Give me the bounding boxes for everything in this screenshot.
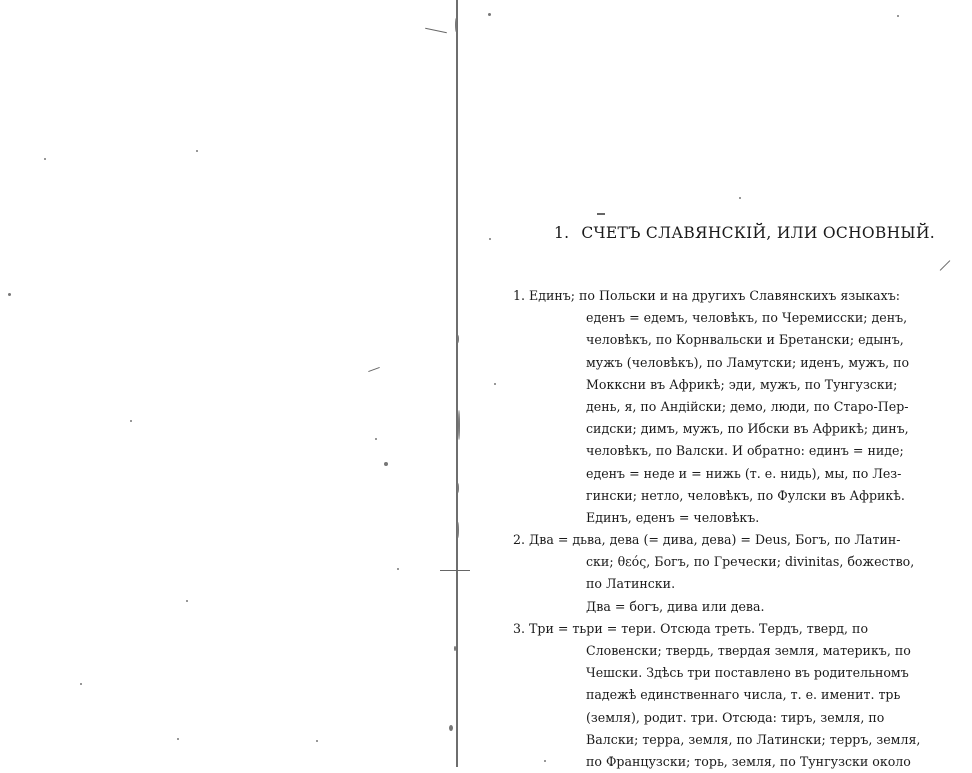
text-line: падежѣ единственнаго числа, т. е. именит. трь <box>586 687 901 703</box>
text-line: еденъ = едемъ, человѣкъ, по Черемисски; денъ, <box>586 310 908 326</box>
section-number: 1. <box>554 224 570 242</box>
text-line: человѣкъ, по Корнвальски и Бретански; едынъ, <box>586 332 904 348</box>
scan-speck <box>80 683 82 685</box>
scan-speck <box>457 483 459 493</box>
section-title: СЧЕТЪ СЛАВЯНСКІЙ, ИЛИ ОСНОВНЫЙ. <box>581 224 936 242</box>
section-heading <box>554 224 954 242</box>
text-line: еденъ = неде и = нижь (т. е. нидь), мы, по Лез- <box>586 465 902 481</box>
text-line: ски; θεός, Богъ, по Гречески; divinitas, божество, <box>586 554 915 570</box>
text-line: 3. Три = тьри = тери. Отсюда треть. Тердъ, тверд, по <box>513 620 869 636</box>
scan-speck <box>739 197 741 199</box>
scan-speck <box>897 15 899 17</box>
text-line: человѣкъ, по Валски. И обратно: единъ = ниде; <box>586 443 904 459</box>
scan-speck <box>455 18 457 32</box>
text-line: Два = богъ, дива или дева. <box>586 598 765 614</box>
scan-speck <box>186 600 188 602</box>
scan-speck <box>488 13 491 16</box>
text-line: Единъ, еденъ = человѣкъ. <box>586 509 760 525</box>
entry-one <box>513 285 949 529</box>
text-line: по Латински. <box>586 576 676 592</box>
text-line: Валски; терра, земля, по Латински; терръ, земля, <box>586 731 921 747</box>
text-line: гински; нетло, человѣкъ, по Фулски въ Африкѣ. <box>586 487 905 503</box>
text-line: сидски; димъ, мужъ, по Ибски въ Африкѣ; динъ, <box>586 421 909 437</box>
scan-mark <box>368 367 380 372</box>
text-line: мужъ (человѣкъ), по Ламутски; иденъ, мужъ, по <box>586 354 910 370</box>
scan-speck <box>494 383 496 385</box>
scan-mark <box>940 260 951 271</box>
entry-three <box>513 618 949 773</box>
scan-speck <box>454 646 456 651</box>
scan-speck <box>8 293 11 296</box>
text-line: (земля), родит. три. Отсюда: тиръ, земля, по <box>586 709 885 725</box>
scan-speck <box>316 740 318 742</box>
scan-speck <box>457 335 459 343</box>
scan-speck <box>196 150 198 152</box>
scan-speck <box>489 238 491 240</box>
text-line: Мокксни въ Африкѣ; эди, мужъ, по Тунгузски; <box>586 376 898 392</box>
scan-speck <box>375 438 377 440</box>
scan-speck <box>449 725 453 731</box>
scan-mark <box>440 570 470 571</box>
entry-two <box>513 529 949 618</box>
scan-speck <box>177 738 179 740</box>
scan-speck <box>397 568 399 570</box>
text-line: Словенски; твердь, твердая земля, материкъ, по <box>586 643 911 658</box>
scan-speck <box>458 410 460 440</box>
body-text <box>513 285 949 773</box>
scan-mark <box>425 28 447 34</box>
text-line: 2. Два = дьва, дева (= дива, дева) = Deus, Богъ, по Латин- <box>513 532 901 548</box>
text-line: день, я, по Андійски; демо, люди, по Старо-Пер- <box>586 398 909 414</box>
text-line: по Французски; торь, земля, по Тунгузски около <box>586 753 911 769</box>
scan-mark <box>597 213 605 215</box>
binding-gutter-line <box>456 0 458 767</box>
text-line: Чешски. Здѣсь три поставлено въ родительномъ <box>586 665 909 681</box>
scan-speck <box>384 462 388 466</box>
scan-speck <box>130 420 132 422</box>
scan-speck <box>457 522 459 538</box>
text-line: 1. Единъ; по Польски и на другихъ Славянскихъ языкахъ: <box>513 288 900 303</box>
scan-speck <box>44 158 46 160</box>
